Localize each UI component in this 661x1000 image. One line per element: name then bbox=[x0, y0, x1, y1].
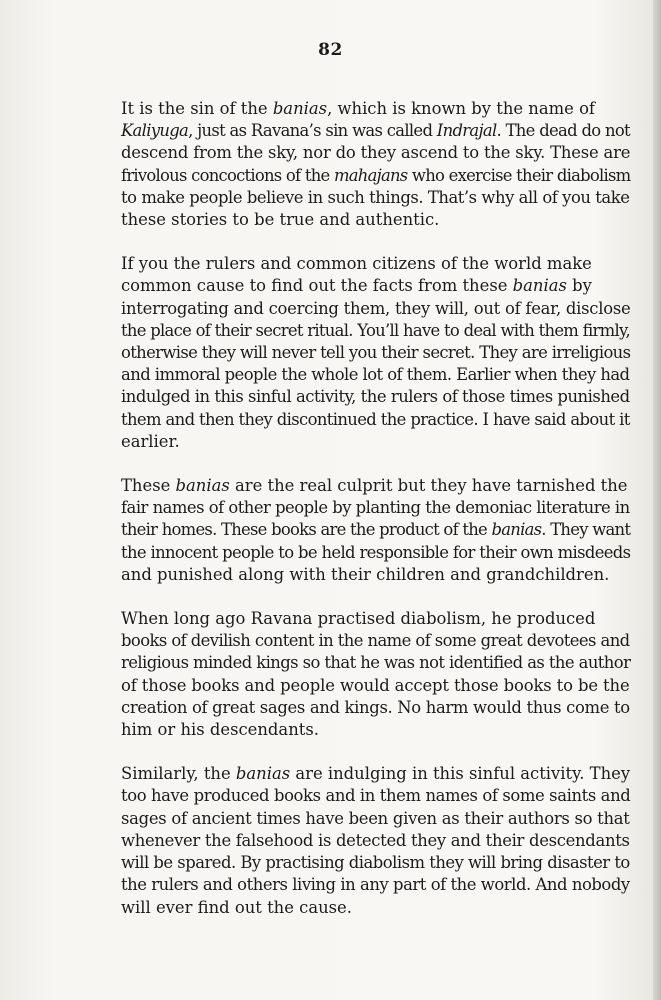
text-line: frivolous concoctions of the mahajans who exercise their diabolism bbox=[121, 165, 631, 185]
text-line: Similarly, the banias are indulging in this sinful activity. They bbox=[121, 764, 631, 784]
text-line: religious minded kings so that he was not identified as the author bbox=[121, 653, 631, 673]
text-line: whenever the falsehood is detected they and their descendants bbox=[121, 830, 630, 850]
text-line: their homes. These books are the product of the banias. They want bbox=[121, 520, 631, 540]
text-line: sages of ancient times have been given as their authors so that bbox=[121, 808, 630, 828]
page-edge-shadow bbox=[653, 0, 661, 1000]
text-line: If you the rulers and common citizens of the world make bbox=[121, 254, 592, 274]
text-line: the place of their secret ritual. You’ll have to deal with them firmly, bbox=[121, 320, 630, 340]
text-line: earlier. bbox=[121, 431, 180, 451]
text-line: It is the sin of the banias, which is known by the name of bbox=[121, 99, 596, 118]
italic-term: banias bbox=[175, 476, 230, 496]
text-line: the rulers and others living in any part of the world. And nobody bbox=[121, 875, 630, 895]
text-line: indulged in this sinful activity, the rulers of those times punished bbox=[121, 387, 630, 407]
text-line: fair names of other people by planting the demoniac literature in bbox=[121, 498, 630, 518]
italic-term: Kaliyuga bbox=[121, 121, 189, 141]
text-line: of those books and people would accept those books to be the bbox=[121, 675, 630, 695]
text-line: will be spared. By practising diabolism they will bring disaster to bbox=[121, 853, 630, 873]
text-line: Kaliyuga, just as Ravana’s sin was called Indrajal. The dead do not bbox=[121, 121, 630, 141]
italic-term: banias bbox=[235, 764, 291, 784]
italic-term: Indrajal bbox=[436, 121, 497, 141]
text-line: books of devilish content in the name of some great devotees and bbox=[121, 631, 630, 651]
body-text bbox=[64, 98, 630, 919]
paragraph-4 bbox=[64, 608, 630, 741]
text-line: these stories to be true and authentic. bbox=[121, 210, 440, 230]
italic-term: mahajans bbox=[333, 165, 408, 185]
text-line: too have produced books and in them names of some saints and bbox=[121, 786, 631, 806]
text-line: descend from the sky, nor do they ascend to the sky. These are bbox=[121, 143, 631, 163]
text-line: creation of great sages and kings. No harm would thus come to bbox=[121, 697, 630, 717]
text-line: and punished along with their children and grandchildren. bbox=[121, 564, 610, 584]
paragraph-2 bbox=[64, 253, 630, 453]
text-line: and immoral people the whole lot of them. Earlier when they had bbox=[121, 365, 630, 385]
text-line: the innocent people to be held responsible for their own misdeeds bbox=[121, 542, 631, 562]
italic-term: banias bbox=[272, 99, 328, 118]
text-line: him or his descendants. bbox=[121, 720, 319, 740]
italic-term: banias bbox=[491, 520, 542, 540]
page-number: 82 bbox=[318, 40, 343, 60]
text-line: will ever find out the cause. bbox=[121, 897, 352, 917]
paragraph-1 bbox=[64, 98, 630, 231]
text-line: These banias are the real culprit but they have tarnished the bbox=[121, 476, 628, 496]
text-line: When long ago Ravana practised diabolism, he produced bbox=[121, 609, 596, 629]
text-line: common cause to find out the facts from these banias by bbox=[121, 276, 592, 296]
text-line: interrogating and coercing them, they will, out of fear, disclose bbox=[121, 298, 631, 318]
text-line: to make people believe in such things. That’s why all of you take bbox=[121, 187, 630, 207]
text-line: them and then they discontinued the practice. I have said about it bbox=[121, 409, 630, 429]
italic-term: banias bbox=[512, 276, 567, 296]
paragraph-5 bbox=[64, 763, 630, 918]
paragraph-3 bbox=[64, 475, 630, 586]
text-line: otherwise they will never tell you their secret. They are irreligious bbox=[121, 343, 631, 363]
